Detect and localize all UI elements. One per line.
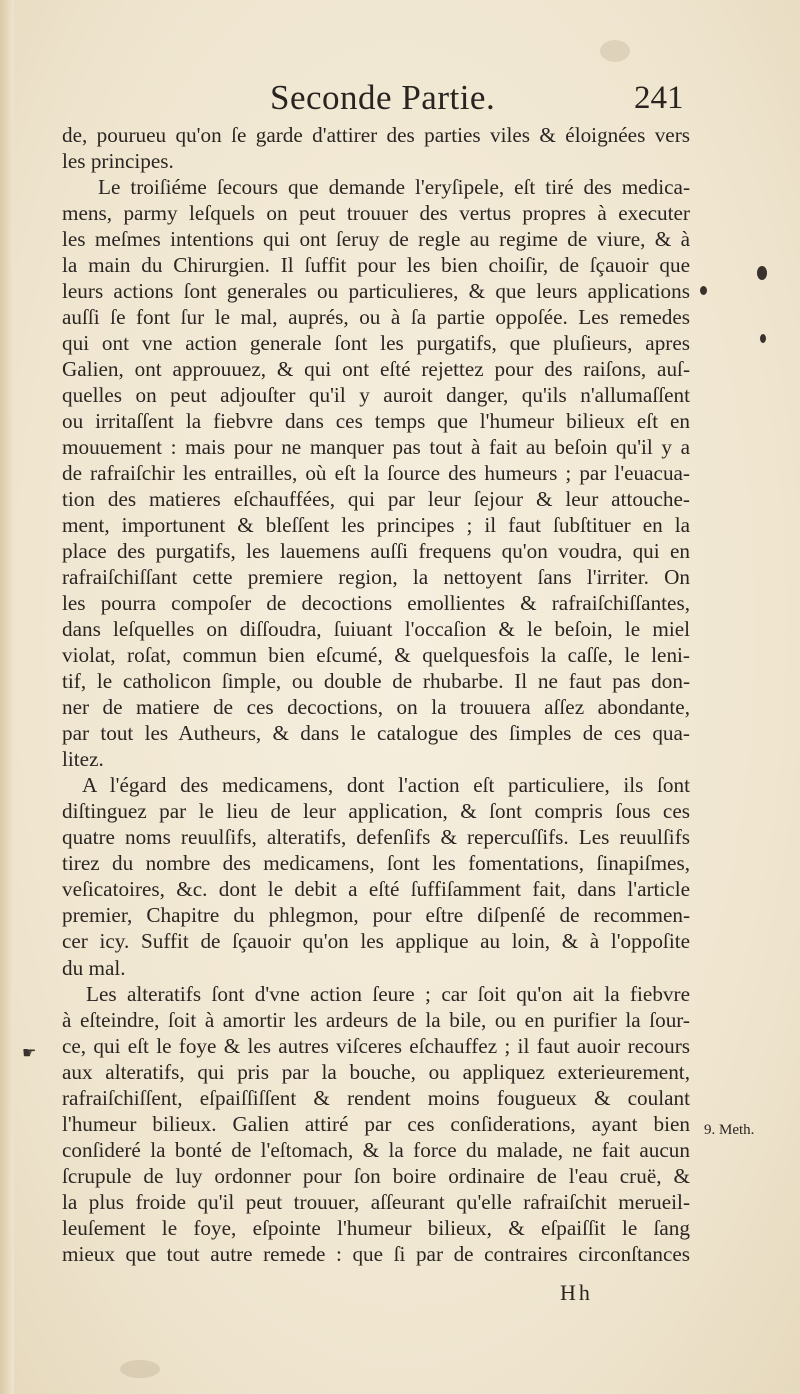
text-line: par tout les Autheurs, & dans le catalogue des ſimples de ces qua- (62, 721, 690, 746)
text-line: leurs actions ſont generales ou particulieres, & que leurs applications (62, 279, 690, 304)
text-line: A l'égard des medicamens, dont l'action eſt particuliere, ils ſont (82, 773, 690, 798)
signature-mark: Hh (560, 1280, 593, 1305)
ink-blot (700, 286, 707, 295)
text-line: veſicatoires, &c. dont le debit a eſté ſuffiſamment fait, dans l'article (62, 877, 690, 902)
text-line: mouuement : mais pour ne manquer pas tout à fait au beſoin qu'il y a (62, 435, 690, 460)
paper-stain (120, 1360, 160, 1378)
page-gutter-shadow (0, 0, 14, 1394)
page-number: 241 (634, 80, 684, 116)
text-line: l'humeur bilieux. Galien attiré par ces conſiderations, ayant bien (62, 1111, 690, 1136)
margin-note: 9. Meth. (704, 1122, 755, 1138)
pointing-hand-icon: ☛ (22, 1043, 37, 1062)
text-line: la main du Chirurgien. Il ſuffit pour les bien choiſir, de ſçauoir que (62, 253, 690, 278)
text-line: cer icy. Suffit de ſçauoir qu'on les applique au loin, & à l'oppoſite (62, 929, 690, 954)
running-title: Seconde Partie. (270, 78, 496, 117)
text-line: Les alteratifs ſont d'vne action ſeure ; car ſoit qu'on ait la fiebvre (86, 981, 690, 1006)
text-line: ou irritaſſent la fiebvre dans ces temps que l'humeur bilieux eſt en (62, 409, 690, 434)
text-line: la plus froide qu'il peut trouuer, aſſeurant qu'elle rafraiſchit merueil- (62, 1189, 690, 1214)
text-line: du mal. (62, 955, 126, 980)
text-line: Galien, ont approuuez, & qui ont eſté rejettez pour des raiſons, auſ- (62, 357, 690, 382)
ink-blot (757, 266, 767, 280)
text-line: à eſteindre, ſoit à amortir les ardeurs de la bile, ou en purifier la ſour- (62, 1007, 690, 1032)
text-line: Le troiſiéme ſecours que demande l'eryſipele, eſt tiré des medica- (98, 175, 690, 200)
text-line: ner de matiere de ces decoctions, on la trouuera aſſez abondante, (62, 695, 690, 720)
text-line: leuſement le foye, eſpointe l'humeur bilieux, & eſpaiſſit le ſang (62, 1215, 690, 1240)
text-line: aux alteratifs, qui pris par la bouche, ou appliquez exterieurement, (62, 1059, 690, 1084)
text-line: mens, parmy leſquels on peut trouuer des vertus propres à executer (62, 201, 690, 226)
text-line: de rafraiſchir les entrailles, où eſt la ſource des humeurs ; par l'euacua- (62, 461, 690, 486)
text-line: place des purgatifs, les lauemens auſſi frequens qu'on voudra, qui en (62, 539, 690, 564)
text-line: auſſi ſe font ſur le mal, auprés, ou à ſa partie oppoſée. Les remedes (62, 305, 690, 330)
text-line: les principes. (62, 149, 174, 174)
text-line: premier, Chapitre du phlegmon, pour eſtre diſpenſé de recommen- (62, 903, 690, 928)
text-line: mieux que tout autre remede : que ſi par de contraires circonſtances (62, 1241, 690, 1266)
text-line: rafraiſchiſſant cette premiere region, la nettoyent ſans l'irriter. On (62, 565, 690, 590)
text-line: qui ont vne action generale ſont les purgatifs, que pluſieurs, apres (62, 331, 690, 356)
text-line: quatre noms reuulſifs, alteratifs, defenſifs & repercuſſifs. Les reuulſifs (62, 825, 690, 850)
text-line: ſcrupule de luy ordonner pour ſon boire ordinaire de l'eau cruë, & (62, 1163, 690, 1188)
text-line: tion des matieres eſchauffées, qui par leur ſejour & leur attouche- (62, 487, 690, 512)
text-line: de, pourueu qu'on ſe garde d'attirer des parties viles & éloignées vers (62, 123, 690, 147)
text-line: conſideré la bonté de l'eſtomach, & la force du malade, ne fait aucun (62, 1137, 690, 1162)
ink-blot (760, 334, 766, 343)
text-line: litez. (62, 747, 104, 772)
text-line: tirez du nombre des medicamens, ſont les fomentations, ſinapiſmes, (62, 851, 690, 876)
text-line: rafraiſchiſſent, eſpaiſſiſſent & rendent moins fougueux & coulant (62, 1085, 690, 1110)
text-line: tif, le catholicon ſimple, ou double de rhubarbe. Il ne faut pas don- (62, 669, 690, 694)
text-line: violat, roſat, commun bien eſcumé, & quelquesfois la caſſe, le leni- (62, 643, 690, 668)
text-line: les pourra compoſer de decoctions emollientes & rafraiſchiſſantes, (62, 591, 690, 616)
text-line: diſtinguez par le lieu de leur application, & ſont compris ſous ces (62, 799, 690, 824)
paper-stain (600, 40, 630, 62)
page-header (0, 78, 800, 118)
text-line: ce, qui eſt le foye & les autres viſceres eſchauffez ; il faut auoir recours (62, 1033, 690, 1058)
text-line: les meſmes intentions qui ont ſeruy de regle au regime de viure, & à (62, 227, 690, 252)
body-text (62, 122, 690, 1267)
text-line: dans leſquelles on diſſoudra, ſuiuant l'occaſion & le beſoin, le miel (62, 617, 690, 642)
text-line: ment, importunent & bleſſent les principes ; il faut ſubſtituer en la (62, 513, 690, 538)
text-line: quelles on peut adjouſter qu'il y auroit danger, qu'ils n'allumaſſent (62, 383, 690, 408)
